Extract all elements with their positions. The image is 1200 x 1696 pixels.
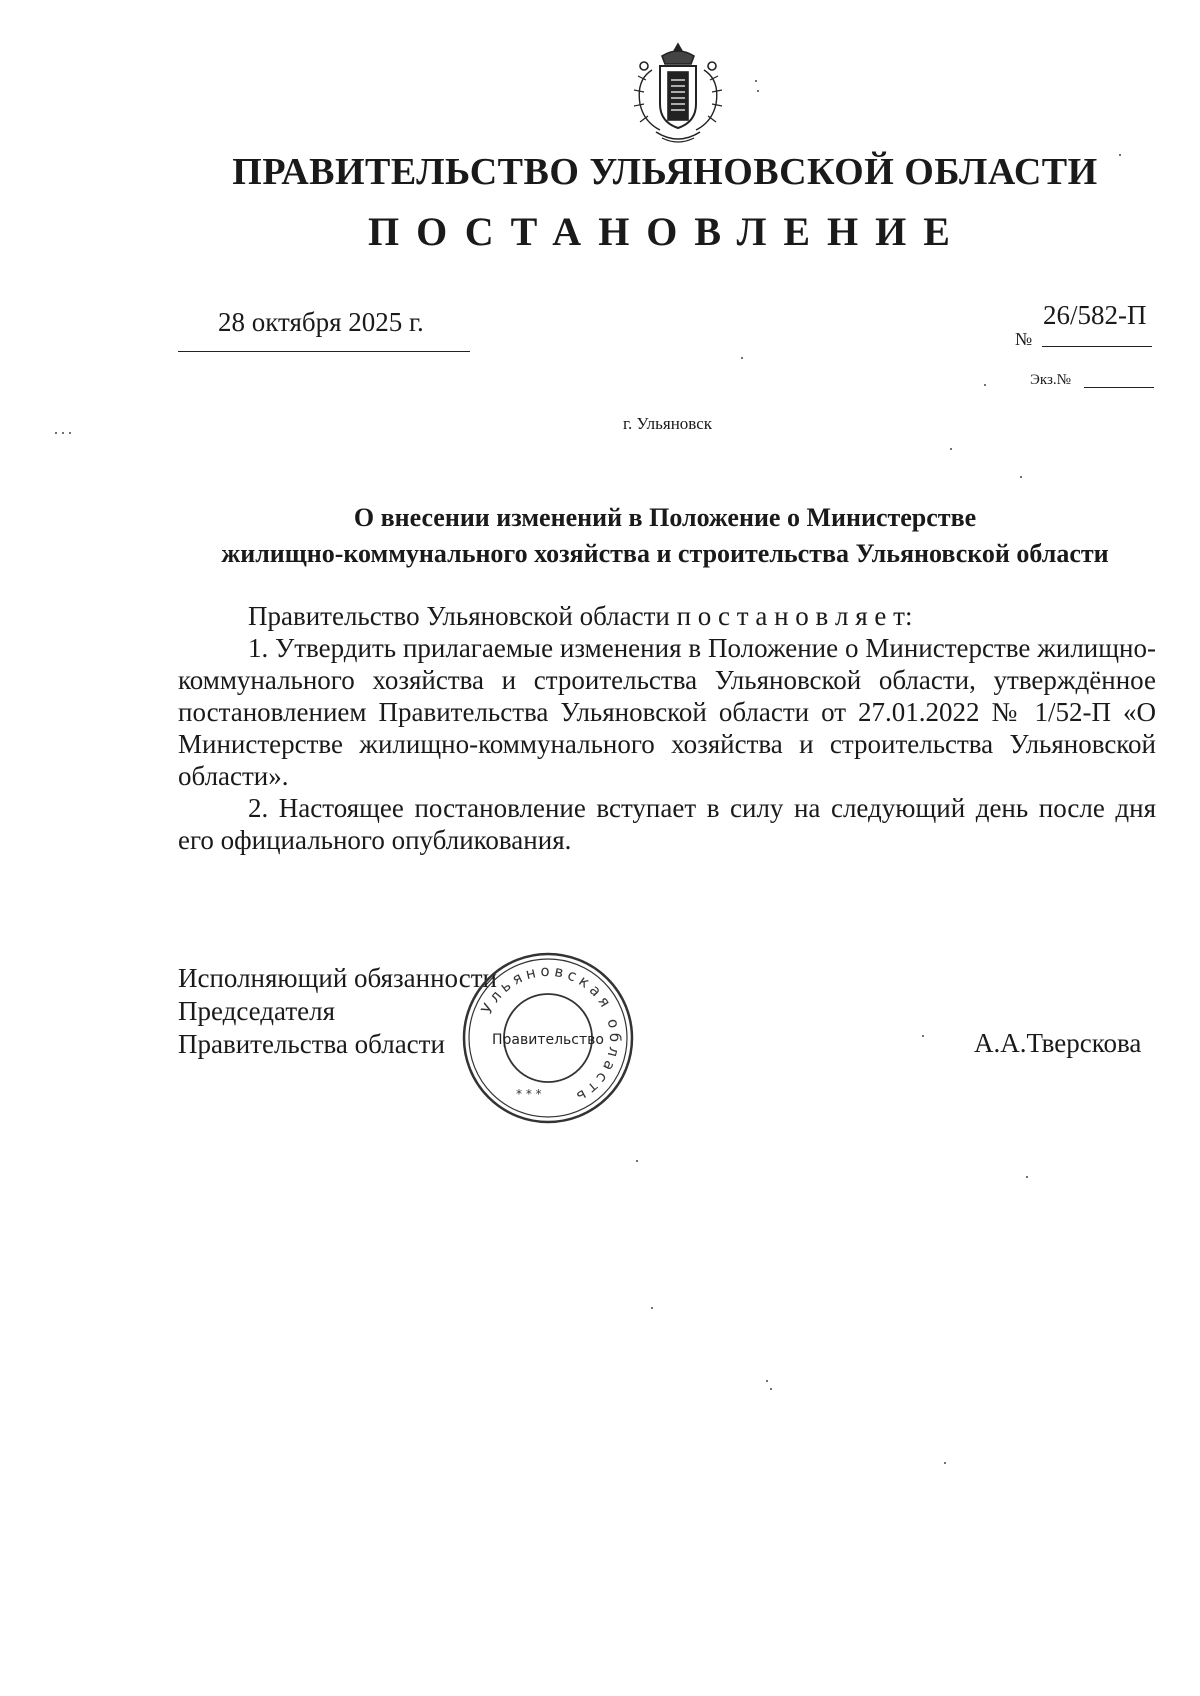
scan-speck xyxy=(636,1160,638,1162)
document-body xyxy=(178,600,1156,856)
scan-speck xyxy=(944,1462,946,1464)
scan-speck xyxy=(1020,476,1022,478)
svg-text:Правительство: Правительство xyxy=(492,1032,604,1048)
organization-title: ПРАВИТЕЛЬСТВО УЛЬЯНОВСКОЙ ОБЛАСТИ xyxy=(232,151,1098,193)
scan-speck xyxy=(984,384,986,386)
scan-speck xyxy=(62,432,64,434)
signatory-position xyxy=(178,962,497,1061)
body-item-2: 2. Настоящее постановление вступает в силу на следующий день после дня его официального опубликования. xyxy=(178,793,1156,855)
scan-speck xyxy=(770,1388,772,1390)
coat-of-arms-icon xyxy=(622,40,734,152)
scan-speck xyxy=(55,432,57,434)
scan-speck xyxy=(950,448,952,450)
document-date: 28 октября 2025 г. xyxy=(218,307,424,337)
scan-speck xyxy=(69,432,71,434)
copy-number-underline xyxy=(1084,387,1154,388)
copy-number-label: Экз.№ xyxy=(1030,372,1071,388)
svg-text:Ульяновская область: Ульяновская область xyxy=(477,961,625,1108)
svg-text:* * *: * * * xyxy=(516,1087,542,1101)
scan-speck xyxy=(741,357,743,359)
number-underline xyxy=(1042,346,1152,347)
scan-speck xyxy=(757,90,759,92)
scan-speck xyxy=(755,80,757,82)
position-line-2: Председателя xyxy=(178,996,336,1026)
document-number: 26/582-П xyxy=(1043,300,1147,330)
subject-line-1: О внесении изменений в Положение о Министерстве xyxy=(353,503,977,532)
scan-speck xyxy=(651,1307,653,1309)
scan-speck xyxy=(1026,1176,1028,1178)
body-item-1: 1. Утвердить прилагаемые изменения в Положение о Министерстве жилищно-коммунального хозяйства и строительства Ульяновской области, утверждённое постановлением Правительства Ульяновской области от 27.01.2022 № 1/52-П «О Министерстве жилищно-коммунального хозяйства и строительства Ульяновской области». xyxy=(178,633,1156,791)
position-line-3: Правительства области xyxy=(178,1029,445,1059)
date-underline xyxy=(178,351,470,352)
signer-name: А.А.Тверскова xyxy=(974,1028,1142,1058)
number-sign: № xyxy=(1015,329,1033,349)
document-type: ПОСТАНОВЛЕНИЕ xyxy=(368,209,967,254)
scan-speck xyxy=(1119,154,1121,156)
scan-speck xyxy=(766,1380,768,1382)
official-seal-stamp xyxy=(458,948,638,1128)
city-name: г. Ульяновск xyxy=(622,414,713,433)
subject-line-2: жилищно-коммунального хозяйства и строительства Ульяновской области xyxy=(221,539,1109,568)
position-line-1: Исполняющий обязанности xyxy=(178,963,497,993)
scan-speck xyxy=(922,1035,924,1037)
body-intro: Правительство Ульяновской области п о с т а н о в л я е т: xyxy=(248,601,913,631)
document-subject xyxy=(170,500,1160,572)
